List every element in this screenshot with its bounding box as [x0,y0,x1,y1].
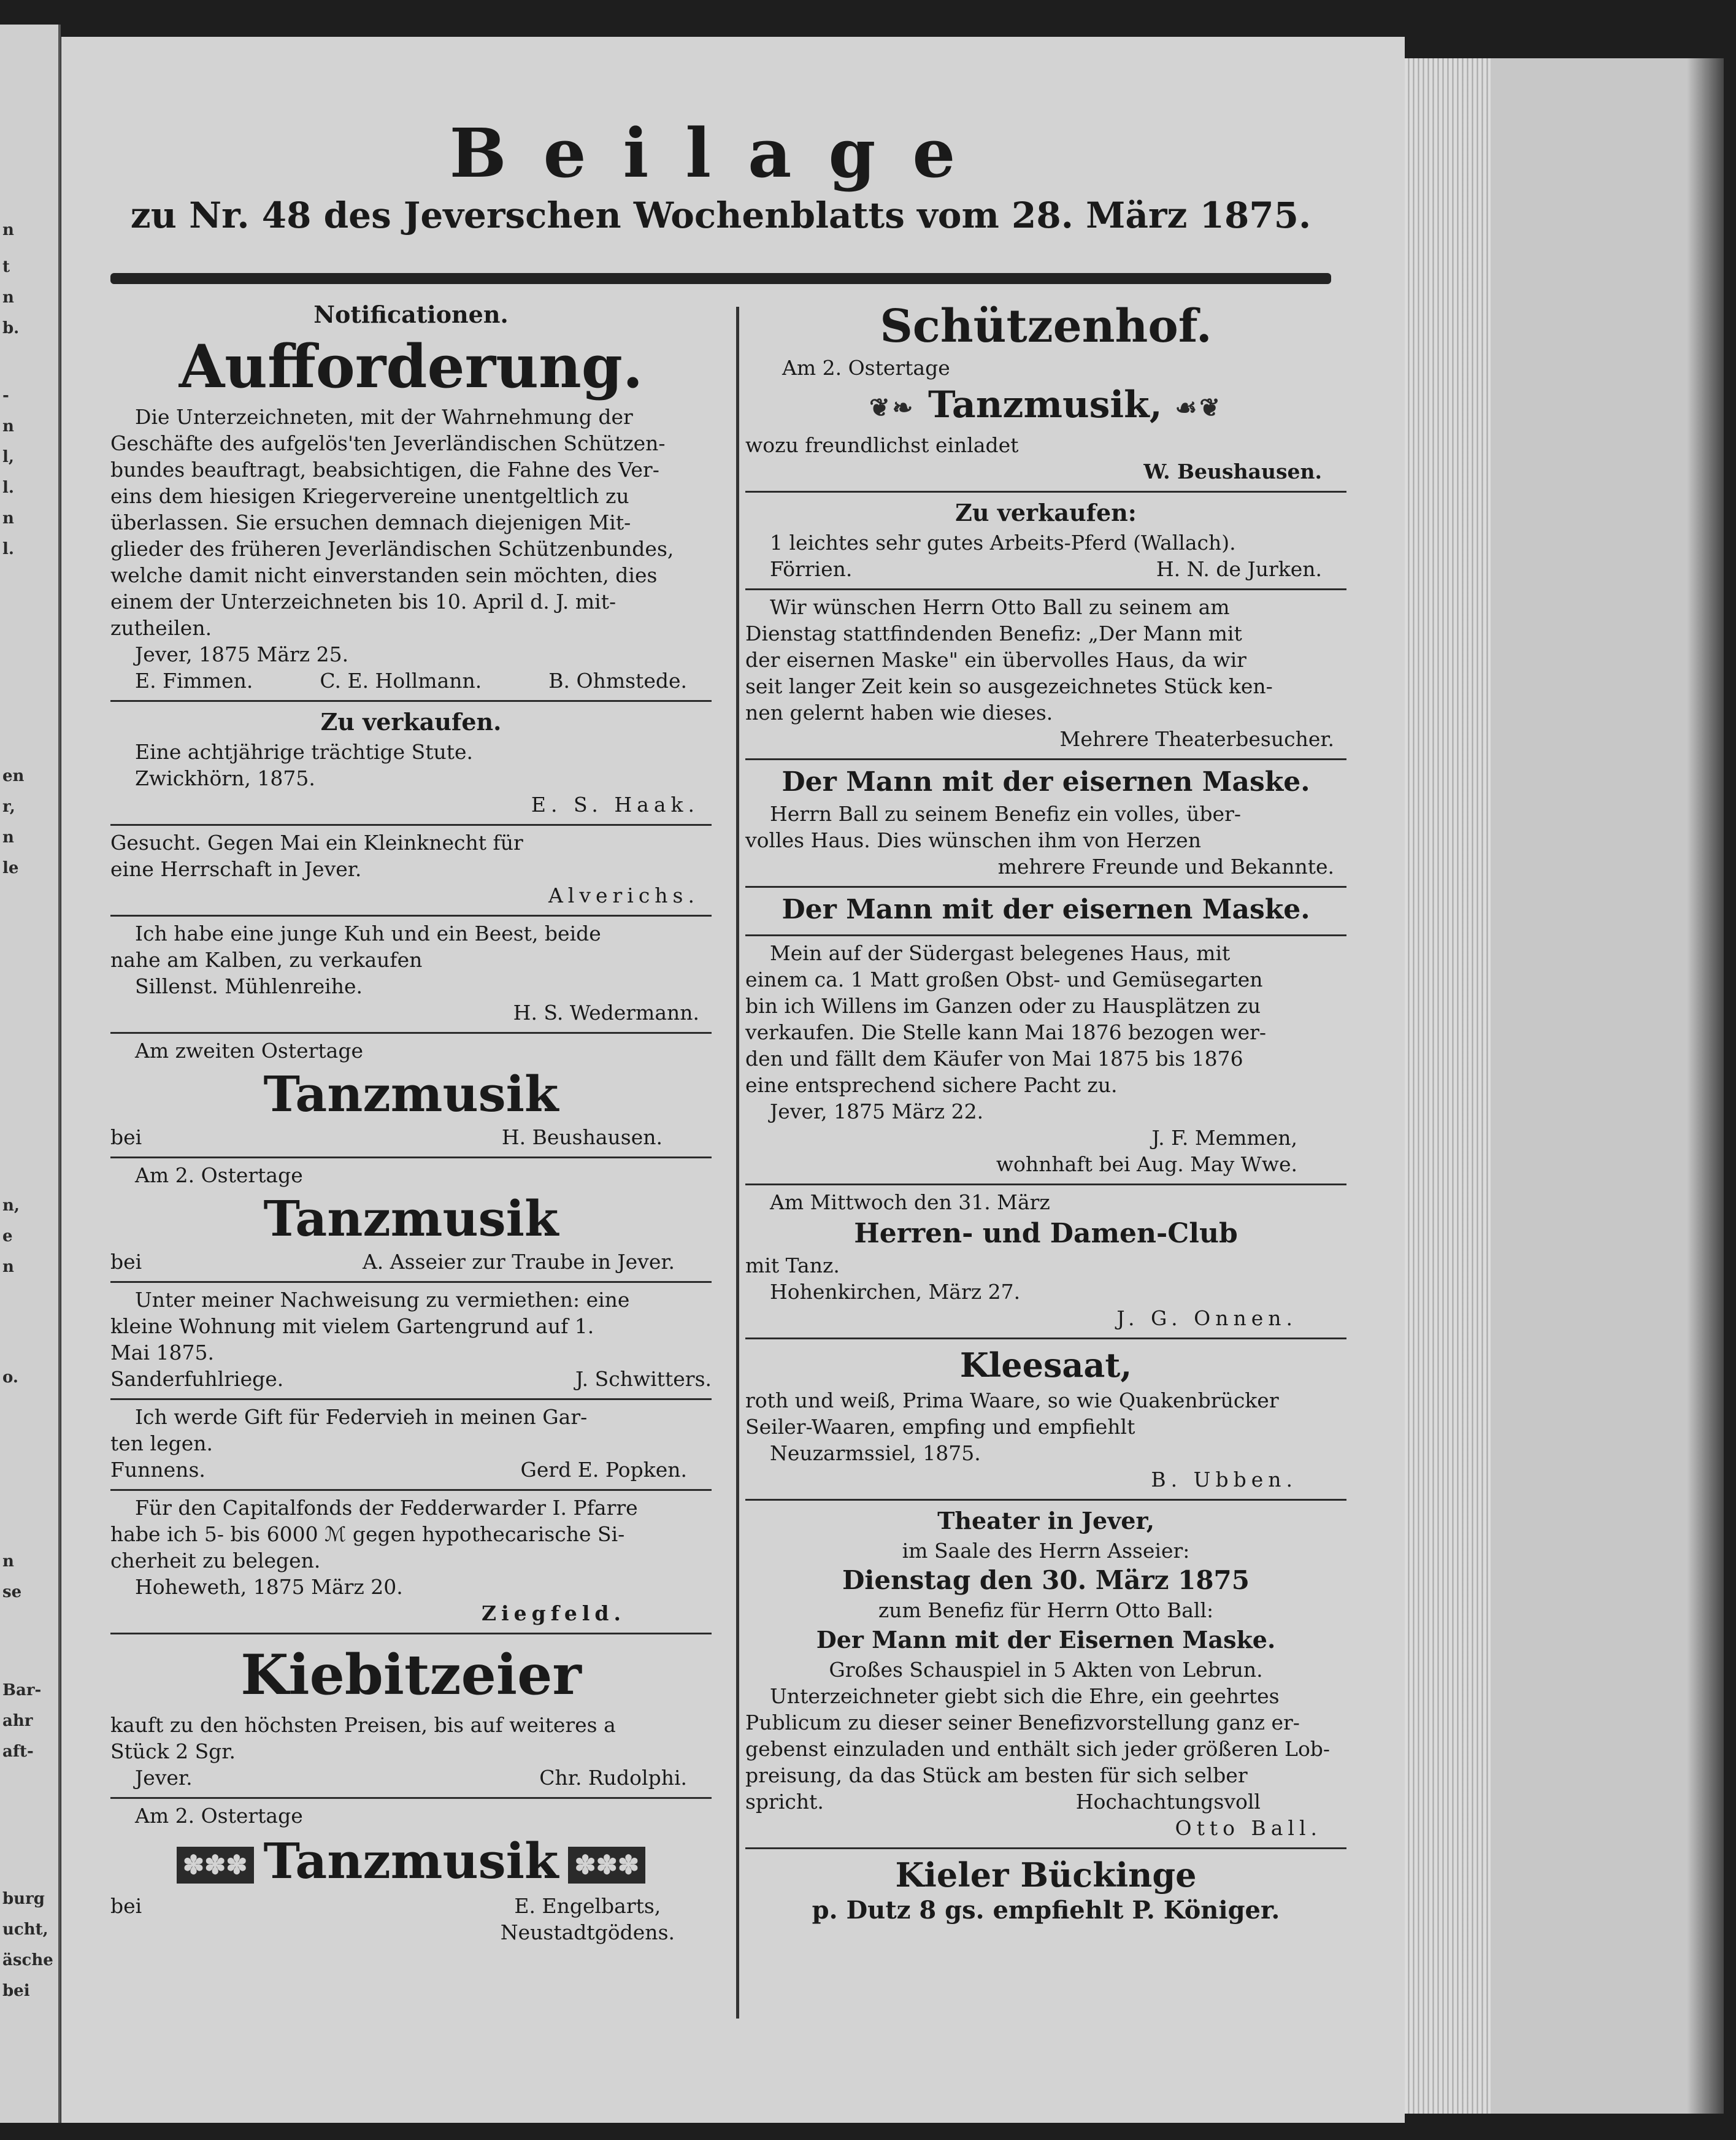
body-line: spricht. [745,1789,824,1814]
page-stack-shadow [1687,58,1724,2114]
body-line: Mein auf der Südergast belegenes Haus, mit [770,941,1231,965]
body-line: Ich habe eine junge Kuh und ein Beest, beide [135,922,601,945]
body-line: cherheit zu belegen. [110,1549,321,1572]
masthead [110,114,1331,237]
ad-kiebitzeier [110,1634,712,1799]
ad-maske-1 [745,760,1346,888]
edge-fragment: l. [2,540,14,558]
left-column [110,294,712,1952]
body-line: Für den Capitalfonds der Fedderwarder I. Pfarre [135,1496,638,1520]
body-line: habe ich 5- bis 6000 ℳ gegen hypothecarische Si- [110,1522,625,1546]
greeting: Hochachtungsvoll [1075,1789,1261,1814]
ad-title: Theater in Jever, [937,1506,1154,1534]
body-line: kleine Wohnung mit vielem Gartengrund auf 1. [110,1314,594,1338]
ad-place: Sanderfuhlriege. [110,1367,284,1391]
ad-maske-2 [745,888,1346,936]
ad-signature: W. Beushausen. [1143,459,1322,483]
edge-fragment: o. [2,1368,18,1387]
body-line: Unterzeichneter giebt sich die Ehre, ein geehrtes [770,1684,1280,1708]
edge-fragment: le [2,859,19,877]
body-line: eine Herrschaft in Jever. [110,857,362,881]
body-line: Sillenst. Mühlenreihe. [135,974,363,998]
body-line: den und fällt dem Käufer von Mai 1875 bis 1876 [745,1046,1243,1071]
edge-fragment: Bar- [2,1681,42,1699]
ad-date: Jever, 1875 März 22. [770,1099,984,1123]
ad-signature: J. Schwitters. [575,1367,712,1391]
ad-signature: H. N. de Jurken. [1156,556,1322,581]
signer: B. Ohmstede. [548,669,687,693]
ad-signature: Neustadtgödens. [500,1920,675,1944]
bei-label: bei [110,1125,142,1149]
body-line: zutheilen. [110,616,212,640]
ad-signature: H. S. Wedermann. [513,1001,699,1025]
body-line: Herrn Ball zu seinem Benefiz ein volles, über- [770,801,1242,826]
ad-title: Kleesaat, [959,1345,1132,1385]
body-line: ten legen. [110,1431,213,1455]
body-line: Unter meiner Nachweisung zu vermiethen: eine [135,1288,630,1312]
ad-signature: H. Beushausen. [501,1125,663,1149]
edge-fragment: l, [2,448,14,466]
ad-date: Hohenkirchen, März 27. [770,1279,1021,1304]
body-line: wozu freundlichst einladet [745,433,1019,457]
edge-fragment: n, [2,1196,20,1215]
ad-date: Jever, 1875 März 25. [135,642,349,666]
body-line: Geschäfte des aufgelös'ten Jeverländischen Schützen- [110,431,666,455]
ad-haus [745,936,1346,1185]
body-line: Eine achtjährige trächtige Stute. [135,740,474,764]
ad-place: Förrien. [770,556,853,581]
ad-signature: Chr. Rudolphi. [539,1766,687,1790]
signer-row [110,1249,712,1275]
body-line: der eisernen Maske" ein übervolles Haus, da wir [745,647,1246,672]
body-line: einem der Unterzeichneten bis 10. April d. J. mit- [110,590,616,614]
masthead-subtitle: zu Nr. 48 des Jeverschen Wochenblatts vom 28. März 1875. [130,194,1312,236]
ad-signature: J. F. Memmen, [1151,1125,1297,1150]
ad-subtitle: Der Mann mit der Eisernen Maske. [816,1625,1276,1653]
ad-signature: Otto Ball. [1175,1815,1322,1840]
ad-signature: J. G. Onnen. [1116,1306,1297,1330]
ad-preline: Am 2. Ostertage [782,356,950,380]
edge-fragment: n [2,1258,14,1276]
ad-title: Der Mann mit der eisernen Maske. [782,766,1310,798]
ad-place: Jever. [135,1766,193,1790]
ad-buecking [745,1849,1346,1930]
ad-gesucht [110,826,712,917]
ad-gift [110,1400,712,1491]
edge-fragment: ahr [2,1712,33,1730]
edge-fragment: n [2,1552,14,1571]
bei-label: bei [110,1894,142,1918]
signer: C. E. Hollmann. [320,669,482,693]
body-line: gebenst einzuladen und enthält sich jeder größeren Lob- [745,1736,1331,1761]
edge-fragment: n [2,417,14,436]
edge-fragment: - [2,387,9,405]
ad-schuetzenhof [745,294,1346,493]
edge-fragment: en [2,767,25,785]
previous-page-edge [0,25,61,2123]
body-line: bin ich Willens im Ganzen oder zu Hausplätzen zu [745,993,1261,1018]
newspaper-page [61,37,1405,2123]
body-line: einem ca. 1 Matt großen Obst- und Gemüsegarten [745,967,1263,991]
ad-signature: Gerd E. Popken. [520,1458,687,1482]
edge-fragment: b. [2,319,20,337]
ad-signature: mehrere Freunde und Bekannte. [997,854,1334,879]
body-line: kauft zu den höchsten Preisen, bis auf weiteres a [110,1713,616,1737]
ad-title: Tanzmusik [263,1190,559,1247]
body-line: im Saale des Herrn Asseier: [902,1538,1190,1563]
ad-tanzmusik-3 [110,1799,712,1952]
section-heading: Notificationen. [313,301,509,328]
ad-title: Tanzmusik [263,1832,559,1890]
body-line: zum Benefiz für Herrn Otto Ball: [878,1598,1214,1622]
body-line: Zwickhörn, 1875. [135,766,315,790]
ad-place: Funnens. [110,1458,205,1482]
body-line: glieder des früheren Jeverländischen Schützenbundes, [110,537,674,561]
edge-fragment: t [2,258,10,276]
body-line: bundes beauftragt, beabsichtigen, die Fahne des Ver- [110,458,659,482]
signer-row [110,1366,712,1392]
flourish-left-icon: ❦❧ [869,393,916,422]
ad-title: Zu verkaufen: [955,498,1137,526]
body-line: Dienstag stattfindenden Benefiz: „Der Mann mit [745,621,1242,645]
masthead-rule [110,273,1331,284]
signer-row [110,1765,712,1791]
edge-fragment: n [2,288,14,307]
ad-aufforderung [110,294,712,702]
ad-wohnung [110,1283,712,1400]
edge-fragment: se [2,1583,22,1601]
edge-fragment: bei [2,1982,30,2000]
page-stack-edge [1405,58,1724,2114]
edge-fragment: aft- [2,1742,34,1761]
body-line: mit Tanz. [745,1253,840,1277]
body-line: Publicum zu dieser seiner Benefizvorstellung ganz er- [745,1710,1300,1734]
ad-club [745,1185,1346,1339]
ad-stute [110,702,712,826]
edge-fragment: burg [2,1890,45,1908]
signer-row [110,668,712,694]
ad-title: Kieler Bückinge [895,1855,1197,1895]
edge-fragment: ucht, [2,1920,48,1939]
edge-fragment: l. [2,479,14,497]
edge-fragment: e [2,1227,13,1245]
signer-block [501,1893,675,1946]
ad-preline: Am zweiten Ostertage [135,1039,364,1063]
body-line: Seiler-Waaren, empfing und empfiehlt [745,1414,1135,1439]
page-stack-lines [1405,58,1491,2114]
ad-kuh [110,917,712,1034]
ad-preline: Am Mittwoch den 31. März [770,1190,1050,1214]
ad-signature: A. Asseier zur Traube in Jever. [362,1250,675,1274]
ad-title-row [110,1831,712,1890]
body-line: seit langer Zeit kein so ausgezeichnetes Stück ken- [745,674,1273,698]
ad-capital [110,1491,712,1634]
body-line: volles Haus. Dies wünschen ihm von Herzen [745,828,1201,852]
body-line: Großes Schauspiel in 5 Akten von Lebrun. [829,1657,1263,1682]
body-line: Ich werde Gift für Federvieh in meinen Gar- [135,1405,588,1429]
body-line: Wir wünschen Herrn Otto Ball zu seinem am [770,595,1230,619]
ad-preline: Am 2. Ostertage [135,1804,303,1828]
body-line: eine entsprechend sichere Pacht zu. [745,1072,1118,1097]
body-line: Stück 2 Sgr. [110,1739,236,1763]
body-line: eins dem hiesigen Kriegervereine unentgeltlich zu [110,484,629,508]
body-line: Mai 1875. [110,1341,214,1364]
body-line: überlassen. Sie ersuchen demnach diejenigen Mit- [110,510,631,534]
edge-fragment: n [2,221,14,239]
edge-fragment: n [2,509,14,528]
body-line: Gesucht. Gegen Mai ein Kleinknecht für [110,831,523,855]
ad-signature: wohnhaft bei Aug. May Wwe. [996,1152,1297,1176]
body-line: p. Dutz 8 gs. empfiehlt P. Königer. [812,1895,1280,1925]
ad-subtitle: Tanzmusik, [928,383,1162,426]
masthead-title: Beilage [449,114,993,193]
signer: E. Fimmen. [135,669,253,693]
right-column [745,294,1346,1930]
ad-title: Aufforderung. [179,332,643,401]
ad-signature: Mehrere Theaterbesucher. [1059,726,1334,751]
ad-kleesaat [745,1339,1346,1501]
signer-row [745,556,1346,582]
ad-pferd [745,493,1346,590]
signer-row [110,1893,712,1946]
body-line: nen gelernt haben wie dieses. [745,700,1053,725]
ad-tanzmusik-1 [110,1034,712,1158]
ad-date: Hoheweth, 1875 März 20. [135,1575,403,1599]
body-line: Die Unterzeichneten, mit der Wahrnehmung der [135,405,633,429]
ad-date: Neuzarmssiel, 1875. [770,1441,981,1465]
edge-fragment: r, [2,798,15,816]
body-line: nahe am Kalben, zu verkaufen [110,948,423,972]
ad-subtitle: Dienstag den 30. März 1875 [842,1565,1250,1595]
ad-tanzmusik-2 [110,1158,712,1283]
edge-fragment: äsche [2,1951,53,1969]
body-line: preisung, da das Stück am besten für sich selber [745,1763,1248,1787]
edge-fragment: n [2,828,14,847]
ornament-left-icon: ✽✽✽ [177,1847,254,1884]
bei-label: bei [110,1250,142,1274]
ad-title: Kiebitzeier [240,1642,582,1707]
ad-signature: Ziegfeld. [482,1601,626,1625]
ad-signature: E. Engelbarts, [514,1894,661,1918]
flourish-right-icon: ☙❦ [1175,393,1223,422]
ad-title: Herren- und Damen-Club [854,1217,1238,1249]
ad-signature: Alverichs. [548,883,699,907]
body-line: roth und weiß, Prima Waare, so wie Quakenbrücker [745,1388,1279,1412]
ad-wunsch [745,590,1346,760]
ad-signature: B. Ubben. [1151,1467,1297,1491]
signer-row [110,1457,712,1483]
body-line: 1 leichtes sehr gutes Arbeits-Pferd (Wallach). [770,530,1236,555]
ad-theater [745,1501,1346,1849]
ad-title-row [745,383,1346,429]
ad-title: Der Mann mit der eisernen Maske. [782,893,1310,925]
ad-title: Schützenhof. [880,300,1212,353]
ad-title: Tanzmusik [263,1065,559,1123]
ornament-right-icon: ✽✽✽ [568,1847,645,1884]
ad-signature: E. S. Haak. [531,793,699,817]
column-divider [736,307,739,2019]
body-line: verkaufen. Die Stelle kann Mai 1876 bezogen wer- [745,1020,1267,1044]
ad-preline: Am 2. Ostertage [135,1163,303,1187]
body-line: welche damit nicht einverstanden sein möchten, dies [110,563,658,587]
signer-row [110,1124,712,1150]
ad-title: Zu verkaufen. [320,708,502,736]
signer-row [745,1788,1346,1815]
